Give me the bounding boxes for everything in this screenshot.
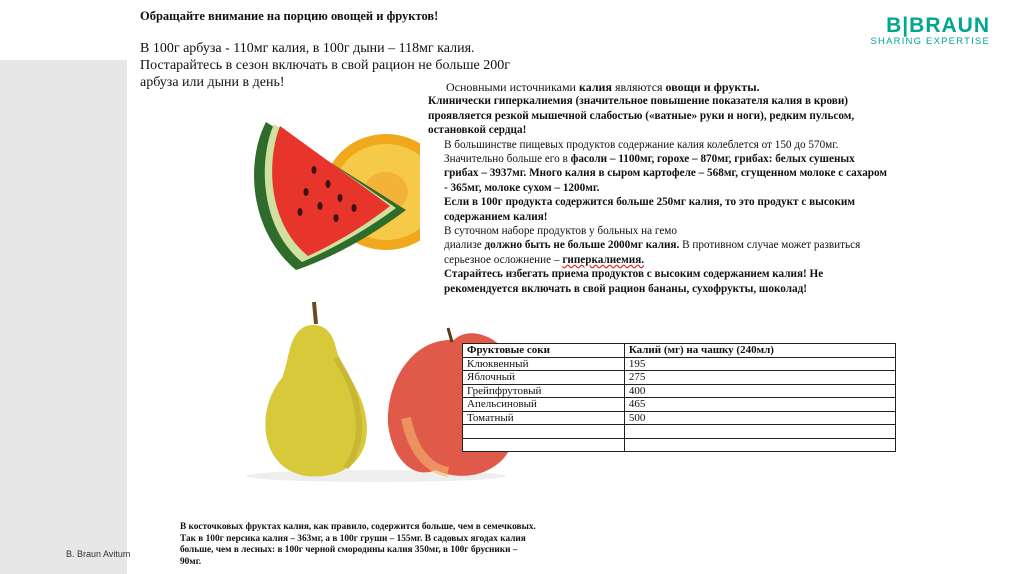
info-heading-part: являются (611, 80, 666, 94)
potassium-info-box (420, 80, 898, 305)
juice-potassium-table (462, 343, 896, 452)
intro-line-3: арбуза или дыни в день! (140, 75, 285, 90)
table-cell: Грейпфрутовый (463, 384, 625, 398)
logo-brand: B|BRAUN (886, 14, 990, 37)
table-row (463, 425, 896, 439)
table-header-cell: Калий (мг) на чашку (240мл) (624, 344, 895, 358)
table-cell (463, 438, 625, 452)
watermelon-melon-image (236, 110, 426, 275)
info-heading-bold: калия (578, 80, 612, 94)
table-cell: 195 (624, 357, 895, 371)
table-row (463, 398, 896, 412)
table-row (463, 357, 896, 371)
table-cell: 500 (624, 411, 895, 425)
table-row (463, 384, 896, 398)
table-cell: 275 (624, 371, 895, 385)
table-cell: Апельсиновый (463, 398, 625, 412)
table-cell: Яблочный (463, 371, 625, 385)
table-cell: 465 (624, 398, 895, 412)
table-cell (463, 425, 625, 439)
table-cell (624, 425, 895, 439)
table-cell: Томатный (463, 411, 625, 425)
bbraun-logo (871, 14, 990, 47)
info-heading-bold: овощи и фрукты. (665, 80, 760, 94)
info-paragraph-sources: В большинстве пищевых продуктов содержание калия колеблется от 150 до 570мг. Значительно больше его в фасоли – 1100мг, горохе – 870мг, грибах: белых сушеных грибах – 3937мг. Много калия в сыром картофеле – 568мг, сгущенном молоке с сахаром - 365мг, молоке сухом – 1200мг. (444, 138, 888, 194)
info-paragraph-hyperkalemia: Клинически гиперкалиемия (значительное повышение показателя калия в крови) проявляется резкой мышечной слабостью («ватные» руки и ноги), редким пульсом, остановкой сердца! (428, 95, 855, 137)
intro-line-1: В 100г арбуза - 110мг калия, в 100г дыни – 118мг калия. (140, 41, 475, 56)
info-paragraph-avoid: Старайтесь избегать приема продуктов с высоким содержанием калия! Не рекомендуется включать в свой рацион бананы, сухофрукты, шоколад! (444, 268, 824, 295)
table-header-cell: Фруктовые соки (463, 344, 625, 358)
table-row (463, 438, 896, 452)
intro-line-2: Постарайтесь в сезон включать в свой рацион не больше 200г (140, 58, 510, 73)
info-paragraph-daily-limit: В суточном наборе продуктов у больных на гемо диализе должно быть не больше 2000мг калия. В противном случае может развиться серьезное осложнение – гиперкалиемия. (444, 225, 861, 266)
info-heading (428, 80, 892, 94)
table-cell (624, 438, 895, 452)
info-paragraph-threshold: Если в 100г продукта содержится больше 250мг калия, то это продукт с высоким содержанием калия! (444, 196, 855, 223)
table-header-row (463, 344, 896, 358)
table-row (463, 371, 896, 385)
page-title: Обращайте внимание на порцию овощей и фруктов! (140, 9, 439, 23)
info-heading-part: Основными источниками (446, 80, 579, 94)
bottom-note: В косточковых фруктах калия, как правило, содержится больше, чем в семечковых. Так в 100г персика калия – 363мг, а в 100г груши – 155мг. В садовых ягодах калия больше, чем в лесных: в 100г черной смородины калия 350мг, в 100г брусники – 90мг. (180, 522, 536, 567)
logo-tagline: SHARING EXPERTISE (870, 36, 990, 47)
logo-area (897, 0, 1024, 574)
footer-company: B. Braun Avitum (66, 549, 131, 559)
table-cell: 400 (624, 384, 895, 398)
table-row (463, 411, 896, 425)
table-cell: Клюквенный (463, 357, 625, 371)
